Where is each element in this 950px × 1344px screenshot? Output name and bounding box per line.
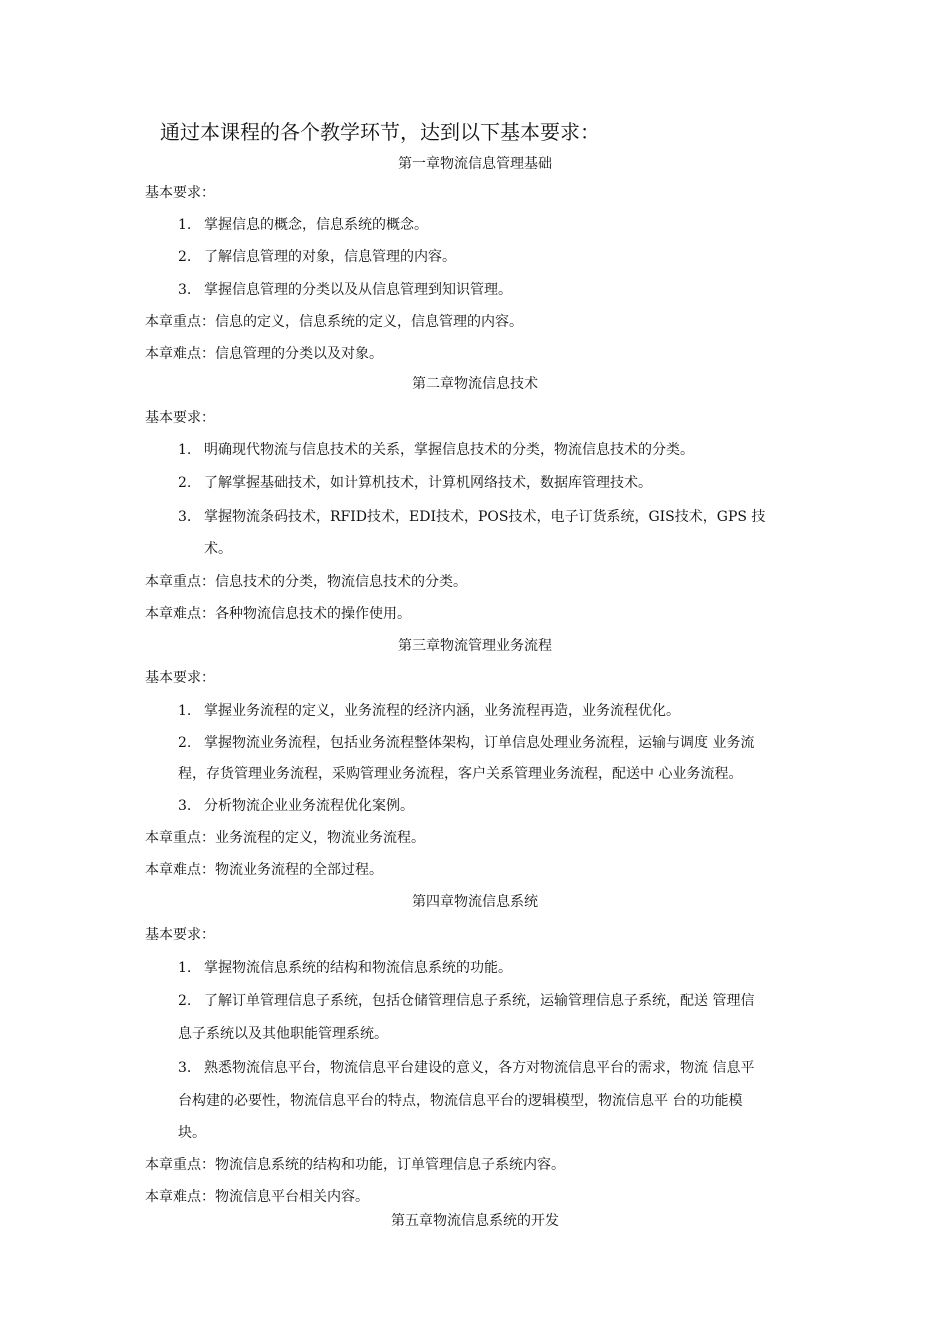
item-text: 了解掌握基础技术，如计算机技术，计算机网络技术，数据库管理技术。 <box>204 475 652 491</box>
chapter-3-item-1 <box>178 701 680 721</box>
chapter-4-req-label: 基本要求： <box>145 927 215 943</box>
item-number: 1. <box>178 703 192 719</box>
item-text: 了解信息管理的对象，信息管理的内容。 <box>204 249 456 265</box>
chapter-2-difficult-points: 本章难点：各种物流信息技术的操作使用。 <box>145 606 411 622</box>
item-number: 3. <box>178 1060 192 1076</box>
chapter-1-item-2 <box>178 247 456 267</box>
item-number: 2. <box>178 735 192 751</box>
chapter-1-difficult-points: 本章难点：信息管理的分类以及对象。 <box>145 346 383 362</box>
chapter-1-req-label: 基本要求： <box>145 185 215 201</box>
chapter-4-item-2-continued: 息子系统以及其他职能管理系统。 <box>178 1026 388 1042</box>
chapter-1-item-1 <box>178 215 428 235</box>
chapter-3-difficult-points: 本章难点：物流业务流程的全部过程。 <box>145 862 383 878</box>
item-number: 1. <box>178 217 192 233</box>
chapter-5-title: 第五章物流信息系统的开发 <box>391 1213 559 1229</box>
chapter-2-key-points: 本章重点：信息技术的分类，物流信息技术的分类。 <box>145 574 467 590</box>
chapter-2-item-3-continued: 术。 <box>204 541 232 557</box>
item-number: 2. <box>178 475 192 491</box>
chapter-3-key-points: 本章重点：业务流程的定义，物流业务流程。 <box>145 830 425 846</box>
chapter-4-item-3 <box>178 1058 754 1078</box>
chapter-2-item-3 <box>178 507 765 527</box>
item-text: 熟悉物流信息平台，物流信息平台建设的意义，各方对物流信息平台的需求，物流 信息平 <box>204 1060 755 1076</box>
chapter-4-key-points: 本章重点：物流信息系统的结构和功能，订单管理信息子系统内容。 <box>145 1157 565 1173</box>
item-number: 2. <box>178 249 192 265</box>
chapter-2-item-1 <box>178 440 694 460</box>
chapter-3-req-label: 基本要求： <box>145 670 215 686</box>
item-text: 掌握业务流程的定义，业务流程的经济内涵，业务流程再造，业务流程优化。 <box>204 703 680 719</box>
item-text: 了解订单管理信息子系统，包括仓储管理信息子系统，运输管理信息子系统，配送 管理信 <box>204 993 755 1009</box>
item-text: 分析物流企业业务流程优化案例。 <box>204 798 414 814</box>
item-number: 3. <box>178 282 192 298</box>
item-number: 2. <box>178 993 192 1009</box>
item-number: 1. <box>178 442 192 458</box>
chapter-3-title: 第三章物流管理业务流程 <box>398 638 552 654</box>
chapter-1-item-3 <box>178 280 512 300</box>
chapter-3-item-2-continued: 程，存货管理业务流程，采购管理业务流程，客户关系管理业务流程，配送中 心业务流程。 <box>178 766 743 782</box>
item-text: 掌握物流信息系统的结构和物流信息系统的功能。 <box>204 960 512 976</box>
chapter-4-title: 第四章物流信息系统 <box>412 894 538 910</box>
chapter-2-title: 第二章物流信息技术 <box>412 376 538 392</box>
item-text: 明确现代物流与信息技术的关系，掌握信息技术的分类，物流信息技术的分类。 <box>204 442 694 458</box>
chapter-4-difficult-points: 本章难点：物流信息平台相关内容。 <box>145 1189 369 1205</box>
item-text: 掌握信息管理的分类以及从信息管理到知识管理。 <box>204 282 512 298</box>
item-text: 掌握信息的概念，信息系统的概念。 <box>204 217 428 233</box>
chapter-2-item-2 <box>178 473 652 493</box>
item-text: 掌握物流业务流程，包括业务流程整体架构，订单信息处理业务流程，运输与调度 业务流 <box>204 735 755 751</box>
item-number: 1. <box>178 960 192 976</box>
chapter-3-item-3 <box>178 796 414 816</box>
chapter-2-req-label: 基本要求： <box>145 410 215 426</box>
intro-text: 通过本课程的各个教学环节，达到以下基本要求： <box>160 120 600 144</box>
chapter-1-title: 第一章物流信息管理基础 <box>398 156 552 172</box>
chapter-4-item-3-continued-2: 块。 <box>178 1125 206 1141</box>
chapter-4-item-1 <box>178 958 512 978</box>
item-number: 3. <box>178 509 192 525</box>
chapter-4-item-2 <box>178 991 754 1011</box>
item-number: 3. <box>178 798 192 814</box>
chapter-1-key-points: 本章重点：信息的定义，信息系统的定义，信息管理的内容。 <box>145 314 523 330</box>
item-text: 掌握物流条码技术，RFID技术，EDI技术，POS技术，电子订货系统，GIS技术，GPS 技 <box>204 509 766 525</box>
chapter-4-item-3-continued: 台构建的必要性，物流信息平台的特点，物流信息平台的逻辑模型，物流信息平 台的功能模 <box>178 1093 743 1109</box>
chapter-3-item-2 <box>178 733 754 753</box>
